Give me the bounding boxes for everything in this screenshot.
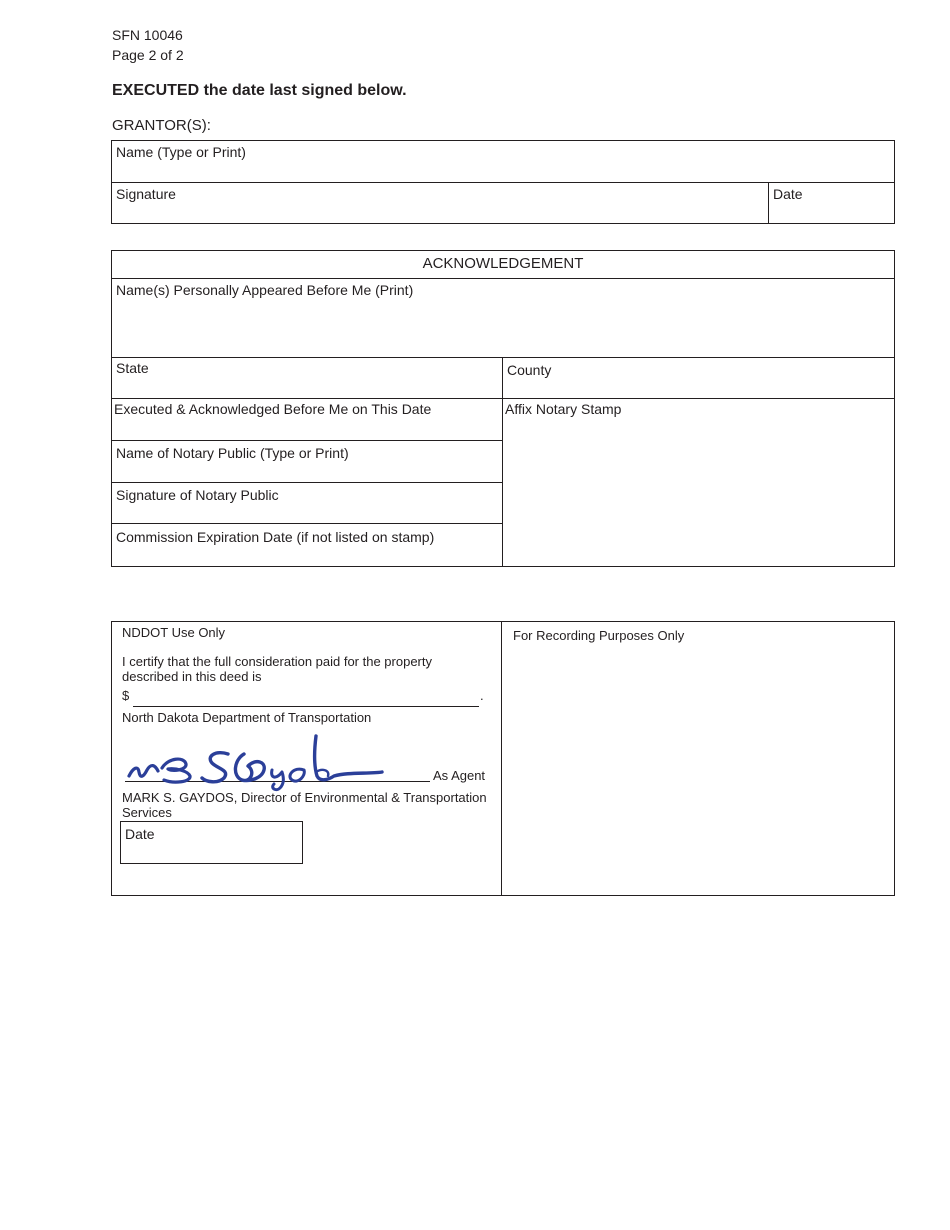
form-number: SFN 10046 <box>112 27 183 43</box>
recording-label: For Recording Purposes Only <box>513 628 685 643</box>
nddot-use-only: NDDOT Use Only <box>122 625 226 640</box>
acknowledgement-title: ACKNOWLEDGEMENT <box>422 255 584 272</box>
consideration-amount-field[interactable] <box>133 688 479 707</box>
department-name: North Dakota Department of Transportation <box>122 710 372 725</box>
dollar-sign: $ <box>122 688 130 703</box>
nddot-date-label: Date <box>125 826 155 842</box>
grantor-name-label: Name (Type or Print) <box>116 144 246 160</box>
notary-signature-label: Signature of Notary Public <box>116 487 279 503</box>
page-number: Page 2 of 2 <box>112 47 184 63</box>
ack-names-label: Name(s) Personally Appeared Before Me (Print) <box>116 282 414 298</box>
grantor-signature-label: Signature <box>116 186 176 202</box>
grantor-signature-field[interactable] <box>112 183 767 223</box>
notary-stamp-area <box>503 399 894 566</box>
commission-label: Commission Expiration Date (if not listed on stamp) <box>116 529 435 545</box>
recording-area <box>502 622 894 895</box>
notary-name-label: Name of Notary Public (Type or Print) <box>116 445 349 461</box>
notary-stamp-label: Affix Notary Stamp <box>505 401 622 417</box>
ack-county-field[interactable] <box>503 358 894 398</box>
agent-signature-image <box>124 732 389 794</box>
as-agent-label: As Agent <box>433 768 486 783</box>
signature-strokes <box>129 736 382 790</box>
grantor-heading: GRANTOR(S): <box>112 117 211 134</box>
ack-state-field[interactable] <box>112 358 501 398</box>
executed-heading: EXECUTED the date last signed below. <box>112 82 407 99</box>
director-name: MARK S. GAYDOS, Director of Environmental & Transportation Services <box>122 790 487 820</box>
ack-executed-label: Executed & Acknowledged Before Me on This Date <box>114 401 432 417</box>
ack-county-label: County <box>507 362 552 378</box>
certify-text: I certify that the full consideration paid for the property described in this deed is <box>122 654 433 684</box>
amount-period: . <box>480 688 484 703</box>
grantor-date-label: Date <box>773 186 803 202</box>
ack-state-label: State <box>116 360 149 376</box>
